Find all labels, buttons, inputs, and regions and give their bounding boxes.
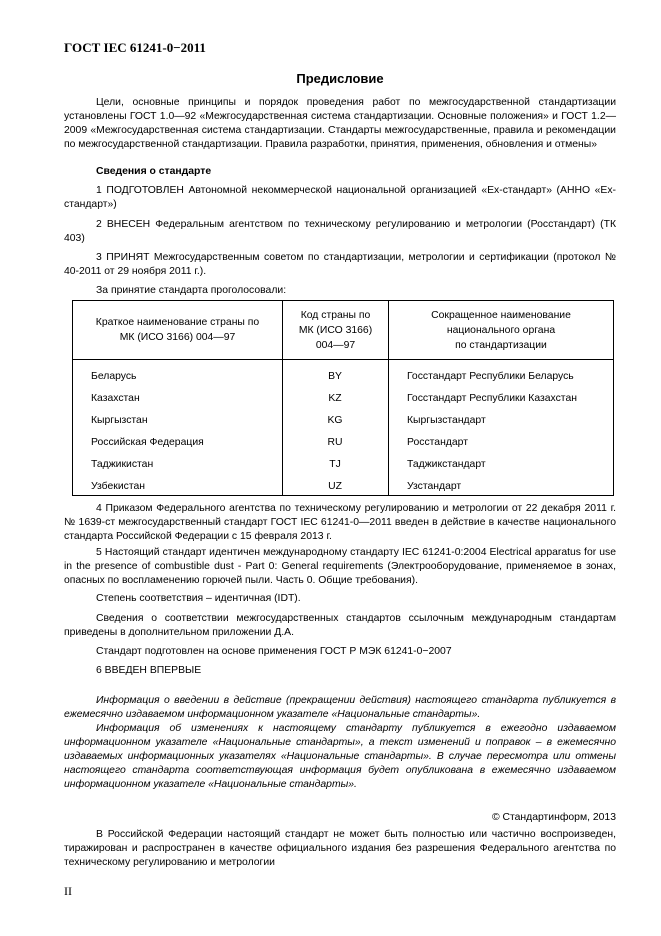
table-header-line: МК (ИСО 3166) 004—97 (119, 332, 236, 343)
table-header-line: по стандартизации (455, 339, 547, 351)
item-2-paragraph: 2 ВНЕСЕН Федеральным агентством по техническому регулированию и метрологии (Росстандарт) (ТК 403) (64, 219, 616, 244)
table-cell-country: Кыргызстан (91, 415, 148, 426)
table-cell-code: BY (328, 371, 342, 382)
item-4-paragraph: 4 Приказом Федерального агентства по техническому регулированию и метрологии от 22 декабря 2011 г. № 1639-ст межгосударственный стандарт ГОСТ IEC 61241-0—2011 введен в действие в качестве национального стандарта Российской Федерации с 15 февраля 2013 г. (64, 503, 616, 542)
table-header-line: 004—97 (315, 339, 356, 351)
table-row (73, 367, 613, 389)
table-cell-country: Беларусь (91, 371, 137, 382)
page-title: Предисловие (296, 71, 384, 86)
table-header-line: МК (ИСО 3166) (298, 324, 373, 336)
table-header-line: Сокращенное наименование (431, 309, 571, 321)
table-header-line: национального органа (446, 324, 556, 336)
vote-label: За принятие стандарта проголосовали: (96, 285, 287, 296)
item-1-paragraph: 1 ПОДГОТОВЛЕН Автономной некоммерческой национальной организацией «Ех-стандарт» (АННО «Ех-стандарт») (64, 185, 616, 210)
references-paragraph: Сведения о соответствии межгосударственных стандартов ссылочным международным стандартам приведены в дополнительном приложении Д.А. (64, 613, 616, 638)
section-heading: Сведения о стандарте (96, 166, 212, 177)
intro-paragraph: Цели, основные принципы и порядок проведения работ по межгосударственной стандартизации установлены ГОСТ 1.0—92 «Межгосударственная система стандартизации. Основные положения» и ГОСТ 1.2—2009 «Межгосударственная система стандартизации. Стандарты межгосударственные, правила и рекомендации по межгосударственной стандартизации. Правила разработки, принятия, применения, обновления и отмены» (64, 97, 616, 150)
table-cell-country: Узбекистан (91, 481, 145, 492)
table-cell-code: KG (327, 415, 343, 426)
item-6-paragraph: 6 ВВЕДЕН ВПЕРВЫЕ (96, 665, 202, 676)
table-header-body (389, 301, 613, 359)
basis-paragraph: Стандарт подготовлен на основе применения ГОСТ Р МЭК 61241-0−2007 (96, 646, 452, 657)
copyright-line: © Стандартинформ, 2013 (491, 812, 616, 823)
table-header-line: Краткое наименование страны по (95, 317, 260, 328)
rights-paragraph: В Российской Федерации настоящий стандарт не может быть полностью или частично воспроизведен, тиражирован и распространен в качестве официального издания без разрешения Федерального агентства по техническому регулированию и метрологии (64, 829, 616, 868)
voting-table (72, 300, 614, 496)
info-paragraph-1: Информация о введении в действие (прекращении действия) настоящего стандарта публикуется в ежемесячно издаваемом информационном указателе «Национальные стандарты». (64, 695, 616, 720)
table-header-country (73, 301, 282, 359)
table-row (73, 455, 613, 477)
table-row (73, 389, 613, 411)
table-cell-country: Таджикистан (91, 459, 154, 470)
table-cell-body: Узстандарт (407, 481, 462, 492)
table-cell-body: Госстандарт Республики Беларусь (407, 371, 574, 382)
table-header-code (283, 301, 388, 359)
item-3-paragraph: 3 ПРИНЯТ Межгосударственным советом по стандартизации, метрологии и сертификации (протокол № 40-2011 от 29 ноября 2011 г.). (64, 252, 616, 277)
page-number: II (64, 884, 72, 898)
table-cell-body: Госстандарт Республики Казахстан (407, 393, 577, 404)
table-cell-body: Росстандарт (407, 437, 468, 448)
table-cell-country: Российская Федерация (91, 437, 204, 448)
table-cell-body: Таджикстандарт (407, 459, 486, 470)
table-row (73, 411, 613, 433)
table-cell-code: RU (327, 437, 343, 448)
table-cell-body: Кыргызстандарт (407, 415, 486, 426)
table-cell-code: TJ (329, 459, 341, 470)
document-code-header: ГОСТ IEC 61241-0−2011 (64, 40, 206, 55)
table-row (73, 477, 613, 499)
item-5-paragraph: 5 Настоящий стандарт идентичен международному стандарту IEC 61241-0:2004 Electrical apparatus for use in the presence of combustible dust - Part 0: General requirements (Электрооборудование, применяемое в зонах, опасных по воспламенению горючей пыли. Часть 0. Общие требования). (64, 547, 616, 586)
info-paragraph-2: Информация об изменениях к настоящему стандарту публикуется в ежегодно издаваемом информационном указателе «Национальные стандарты», а текст изменений и поправок – в ежемесячно издаваемых информационных указателях «Национальные стандарты». В случае пересмотра или отмены настоящего стандарта соответствующая информация будет опубликована в ежемесячно издаваемом информационном указателе «Национальные стандарты». (64, 723, 616, 790)
table-cell-country: Казахстан (91, 393, 140, 404)
conformity-paragraph: Степень соответствия – идентичная (IDT). (96, 593, 301, 604)
table-row (73, 433, 613, 455)
table-cell-code: KZ (328, 393, 342, 404)
table-header-line: Код страны по (300, 309, 371, 321)
table-header-divider (73, 359, 613, 360)
table-cell-code: UZ (328, 481, 342, 492)
